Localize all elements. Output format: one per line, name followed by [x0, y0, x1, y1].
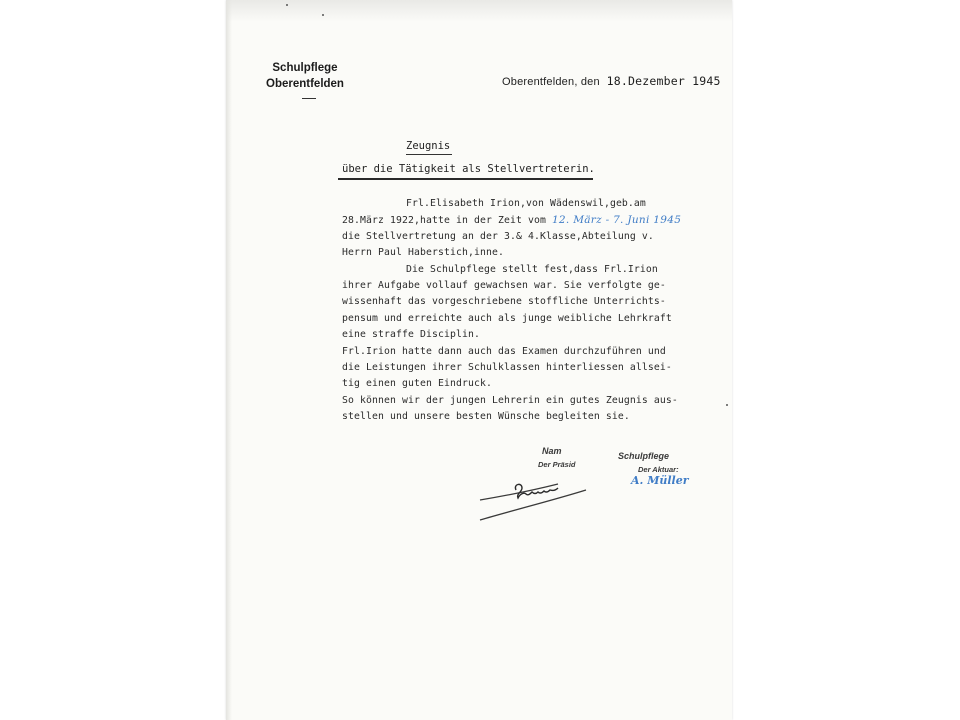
body-line: eine straffe Disciplin.	[342, 329, 480, 341]
stamp-aktuar-label: Der Aktuar:	[638, 465, 679, 474]
letterhead-line1: Schulpflege	[272, 62, 338, 74]
title-underline	[406, 154, 452, 155]
body-line: die Stellvertretung an der 3.& 4.Klasse,Abteilung v.	[342, 230, 654, 242]
dateline	[502, 74, 721, 88]
body-line: die Leistungen ihrer Schulklassen hinterliessen allsei-	[342, 361, 672, 373]
body-line: stellen und unsere besten Wünsche begleiten sie.	[342, 411, 630, 423]
dateline-date: 18.Dezember 1945	[606, 74, 721, 88]
paper-speck	[322, 14, 324, 16]
subject-line: über die Tätigkeit als Stellvertreterin.	[342, 163, 595, 175]
stamp-left-text: Nam	[542, 446, 562, 456]
president-signature	[474, 470, 614, 530]
document-page	[226, 0, 732, 720]
body-line	[342, 212, 732, 228]
body-line: Frl.Elisabeth Irion,von Wädenswil,geb.am	[406, 198, 646, 209]
stamp-right-text: Schulpflege	[618, 451, 670, 461]
aktuar-signature: A. Müller	[631, 474, 689, 487]
dateline-place: Oberentfelden, den	[502, 76, 600, 88]
body-line: wissenhaft das vorgeschriebene stoffliche Unterrichts-	[342, 296, 666, 308]
paper-speck	[726, 404, 728, 406]
body-line: tig einen guten Eindruck.	[342, 378, 492, 390]
handwritten-dates: 12. März - 7. Juni 1945	[551, 214, 682, 227]
document-title: Zeugnis	[406, 140, 451, 152]
letterhead-rule	[302, 98, 316, 99]
body-line: pensum und erreichte auch als junge weibliche Lehrkraft	[342, 312, 672, 324]
letterhead	[266, 60, 344, 92]
body-line-prefix: 28.März 1922,hatte in der Zeit vom	[342, 215, 546, 227]
body-line: Herrn Paul Haberstich,inne.	[342, 247, 504, 259]
stamp-praesident-label: Der Präsid	[538, 460, 576, 469]
certificate-body	[342, 196, 732, 425]
body-line: ihrer Aufgabe vollauf gewachsen war. Sie verfolgte ge-	[342, 279, 666, 291]
body-line: Die Schulpflege stellt fest,dass Frl.Irion	[406, 263, 658, 275]
body-line: So können wir der jungen Lehrerin ein gutes Zeugnis aus-	[342, 394, 678, 406]
subject-underline	[338, 178, 593, 180]
letterhead-line2: Oberentfelden	[266, 78, 344, 90]
paper-speck	[286, 4, 288, 6]
body-line: Frl.Irion hatte dann auch das Examen durchzuführen und	[342, 345, 666, 357]
